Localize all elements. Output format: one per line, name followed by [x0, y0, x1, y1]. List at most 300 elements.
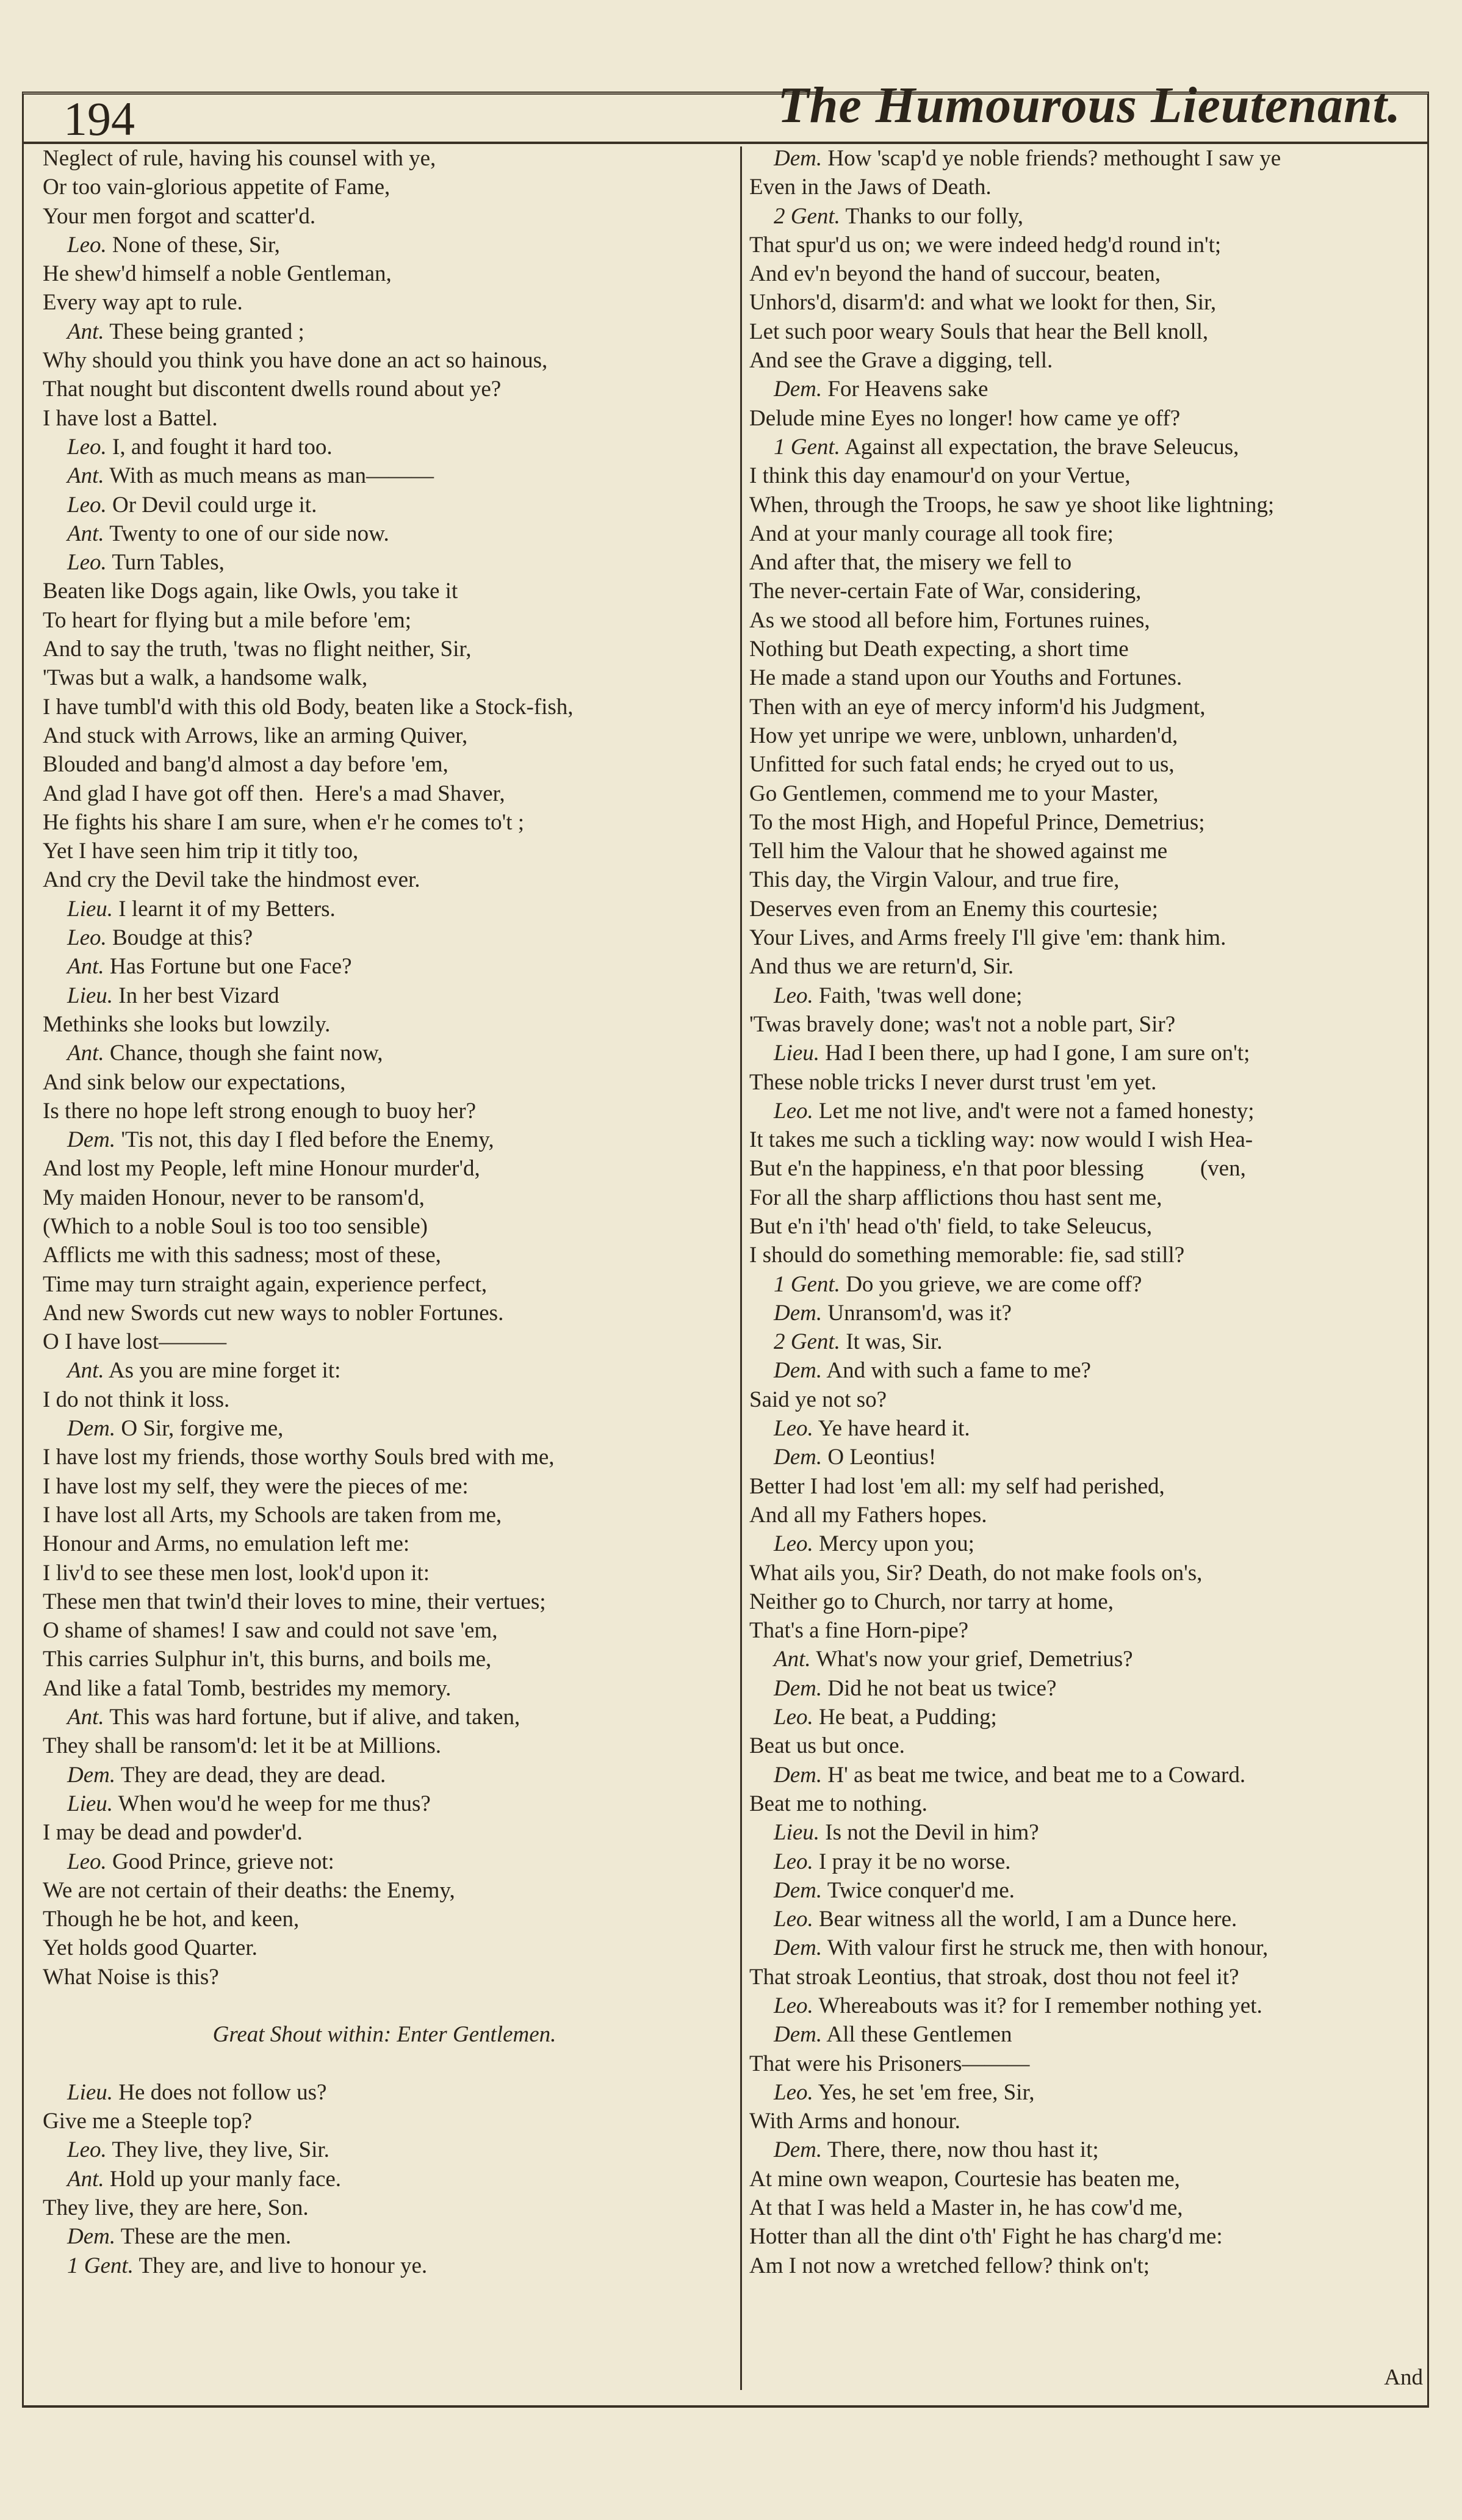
line-text: To heart for flying but a mile before 'em;: [43, 607, 412, 633]
verse-line: [749, 1472, 1424, 1501]
line-text: But e'n i'th' head o'th' field, to take Seleucus,: [749, 1213, 1153, 1239]
verse-line: [43, 1241, 726, 1269]
speaker-name: Dem.: [67, 2224, 116, 2250]
verse-line: [749, 721, 1424, 750]
verse-line: [749, 1731, 1424, 1760]
stage-direction: Great Shout within: Enter Gentlemen.: [212, 2022, 556, 2048]
line-text: Faith, 'twas well done;: [819, 983, 1023, 1008]
speaker-name: 2 Gent.: [774, 203, 840, 229]
verse-line: [43, 1991, 726, 2020]
verse-line: [749, 1154, 1424, 1183]
line-text: The never-certain Fate of War, considering,: [749, 579, 1142, 604]
verse-line: [749, 375, 1424, 403]
line-text: Ye have heard it.: [818, 1416, 970, 1442]
verse-line: [43, 346, 726, 375]
speaker-name: Ant.: [67, 521, 104, 546]
line-text: When wou'd he weep for me thus?: [118, 1791, 431, 1816]
speaker-name: Dem.: [774, 1300, 823, 1326]
verse-line: [43, 1327, 726, 1356]
line-text: With as much means as man———: [109, 463, 434, 489]
speaker-name: Ant.: [774, 1647, 811, 1672]
line-text: Why should you think you have done an act so hainous,: [43, 348, 548, 374]
speaker-name: Lieu.: [67, 983, 113, 1008]
line-text: Is there no hope left strong enough to buoy her?: [43, 1098, 477, 1124]
speaker-name: Dem.: [774, 1762, 823, 1788]
line-text: Even in the Jaws of Death.: [749, 175, 992, 200]
speaker-name: Lieu.: [774, 1820, 820, 1846]
line-text: Hotter than all the dint o'th' Fight he has charg'd me:: [749, 2224, 1223, 2250]
line-text: Every way apt to rule.: [43, 290, 243, 316]
line-text: At that I was held a Master in, he has cow'd me,: [749, 2195, 1183, 2221]
verse-line: [43, 1963, 726, 1991]
speaker-name: Dem.: [67, 1127, 116, 1153]
speaker-name: Ant.: [67, 319, 104, 344]
line-text: Is not the Devil in him?: [825, 1820, 1039, 1846]
line-text: It was, Sir.: [846, 1329, 943, 1355]
line-text: My maiden Honour, never to be ransom'd,: [43, 1185, 425, 1210]
line-text: Good Prince, grieve not:: [112, 1849, 334, 1874]
line-text: Mercy upon you;: [819, 1531, 974, 1557]
speaker-name: Leo.: [774, 1849, 813, 1874]
line-text: Whereabouts was it? for I remember nothing yet.: [818, 1993, 1262, 2018]
verse-line: [749, 981, 1424, 1010]
verse-line: [749, 1299, 1424, 1327]
verse-line: [43, 1385, 726, 1414]
verse-line: [749, 144, 1424, 173]
verse-line: [43, 231, 726, 259]
verse-line: [749, 1010, 1424, 1039]
line-text: 'Twas but a walk, a handsome walk,: [43, 665, 368, 691]
verse-line: [749, 923, 1424, 952]
line-text: O Sir, forgive me,: [121, 1416, 284, 1442]
verse-line: [43, 1761, 726, 1789]
verse-line: [749, 1068, 1424, 1097]
verse-line: [43, 981, 726, 1010]
line-text: For all the sharp afflictions thou hast sent me,: [749, 1185, 1162, 1210]
verse-line: [43, 1154, 726, 1183]
verse-line: [43, 1876, 726, 1905]
verse-line: [43, 2078, 726, 2107]
line-text: Beaten like Dogs again, like Owls, you take it: [43, 579, 458, 604]
line-text: Twice conquer'd me.: [827, 1877, 1015, 1903]
line-text: Twenty to one of our side now.: [109, 521, 389, 546]
line-text: What ails you, Sir? Death, do not make fools on's,: [749, 1560, 1203, 1586]
speaker-name: Leo.: [67, 925, 107, 951]
verse-line: [749, 1645, 1424, 1673]
verse-line: [749, 202, 1424, 231]
verse-line: [749, 1674, 1424, 1703]
line-text: And with such a fame to me?: [826, 1358, 1091, 1384]
verse-line: [749, 2251, 1424, 2280]
line-text: How yet unripe we were, unblown, unharden'd,: [749, 723, 1178, 748]
line-text: I have lost a Battel.: [43, 405, 218, 431]
verse-line: [749, 1039, 1424, 1067]
verse-line: [749, 808, 1424, 837]
verse-line: [43, 693, 726, 721]
line-text: O I have lost———: [43, 1329, 227, 1355]
line-text: Your men forgot and scatter'd.: [43, 203, 316, 229]
verse-line: [43, 2136, 726, 2164]
line-text: He beat, a Pudding;: [819, 1705, 997, 1730]
line-text: He fights his share I am sure, when e'r he comes to't ;: [43, 809, 525, 835]
line-text: Blouded and bang'd almost a day before 'em,: [43, 752, 448, 778]
line-text: That were his Prisoners———: [749, 2051, 1030, 2076]
line-text: Chance, though she faint now,: [109, 1041, 383, 1066]
verse-line: [749, 1414, 1424, 1443]
verse-line: [43, 1039, 726, 1067]
verse-line: [749, 1501, 1424, 1529]
verse-line: [749, 635, 1424, 663]
speaker-name: Ant.: [67, 1705, 104, 1730]
verse-line: [749, 2165, 1424, 2193]
line-text: They live, they live, Sir.: [112, 2137, 329, 2163]
line-text: And all my Fathers hopes.: [749, 1502, 987, 1528]
line-text: (Which to a noble Soul is too too sensible): [43, 1213, 428, 1239]
line-text: Turn Tables,: [112, 550, 225, 576]
line-text: All these Gentlemen: [826, 2022, 1012, 2048]
line-text: Neglect of rule, having his counsel with ye,: [43, 146, 436, 171]
line-text: 'Twas bravely done; was't not a noble part, Sir?: [749, 1011, 1176, 1037]
verse-line: [43, 2222, 726, 2251]
line-text: Yet holds good Quarter.: [43, 1935, 257, 1961]
verse-line: [749, 750, 1424, 779]
verse-line: [43, 1731, 726, 1760]
verse-line: [43, 1068, 726, 1097]
line-text: At mine own weapon, Courtesie has beaten me,: [749, 2166, 1180, 2192]
running-title: The Humourous Lieutenant.: [777, 77, 1401, 134]
verse-line: [749, 952, 1424, 981]
line-text: O Leontius!: [827, 1445, 937, 1470]
verse-line: [749, 1356, 1424, 1385]
line-text: I should do something memorable: fie, sad still?: [749, 1243, 1185, 1268]
line-text: Better I had lost 'em all: my self had perished,: [749, 1473, 1165, 1499]
speaker-name: 1 Gent.: [774, 434, 840, 460]
line-text: Yes, he set 'em free, Sir,: [818, 2079, 1035, 2105]
verse-line: [749, 548, 1424, 577]
line-text: These noble tricks I never durst trust 'em yet.: [749, 1069, 1157, 1095]
right-column: [749, 144, 1424, 2280]
line-text: Let me not live, and't were not a famed honesty;: [819, 1098, 1255, 1124]
line-text: Then with an eye of mercy inform'd his Judgment,: [749, 694, 1206, 720]
line-text: Boudge at this?: [112, 925, 253, 951]
verse-line: [43, 750, 726, 779]
verse-line: [749, 2136, 1424, 2164]
line-text: What Noise is this?: [43, 1964, 219, 1990]
line-text: I pray it be no worse.: [819, 1849, 1011, 1874]
line-text: I may be dead and powder'd.: [43, 1820, 303, 1846]
verse-line: [43, 317, 726, 346]
verse-line: [43, 808, 726, 837]
line-text: Neither go to Church, nor tarry at home,: [749, 1589, 1114, 1614]
line-text: When, through the Troops, he saw ye shoot like lightning;: [749, 492, 1275, 518]
verse-line: [749, 1443, 1424, 1471]
verse-line: [43, 952, 726, 981]
line-text: There, there, now thou hast it;: [827, 2137, 1099, 2163]
speaker-name: Dem.: [774, 377, 823, 402]
line-text: Time may turn straight again, experience perfect,: [43, 1271, 488, 1297]
verse-line: [43, 1645, 726, 1673]
verse-line: [43, 1559, 726, 1587]
line-text: I have tumbl'd with this old Body, beaten like a Stock-fish,: [43, 694, 574, 720]
line-text: And ev'n beyond the hand of succour, beaten,: [749, 261, 1161, 287]
speaker-name: Leo.: [67, 492, 107, 518]
verse-line: [749, 1963, 1424, 1991]
speaker-name: Dem.: [774, 1935, 823, 1961]
line-text: This was hard fortune, but if alive, and taken,: [109, 1705, 520, 1730]
verse-line: [749, 1616, 1424, 1645]
verse-line: [749, 1587, 1424, 1616]
speaker-name: Ant.: [67, 954, 104, 980]
verse-line: [43, 721, 726, 750]
verse-line: [43, 375, 726, 403]
line-text: Afflicts me with this sadness; most of these,: [43, 1243, 441, 1268]
verse-line: [749, 173, 1424, 201]
line-text: Let such poor weary Souls that hear the Bell knoll,: [749, 319, 1209, 344]
line-text: They live, they are here, Son.: [43, 2195, 309, 2221]
verse-line: [749, 433, 1424, 461]
verse-line: [749, 606, 1424, 635]
verse-line: [43, 1616, 726, 1645]
line-text: But e'n the happiness, e'n that poor blessing (ven,: [749, 1156, 1246, 1182]
speaker-name: Leo.: [774, 2079, 813, 2105]
line-text: He made a stand upon our Youths and Fortunes.: [749, 665, 1183, 691]
verse-line: [749, 895, 1424, 923]
line-text: And after that, the misery we fell to: [749, 550, 1072, 576]
verse-line: [43, 491, 726, 519]
line-text: Give me a Steeple top?: [43, 2109, 253, 2134]
verse-line: [749, 231, 1424, 259]
speaker-name: Ant.: [67, 2166, 104, 2192]
verse-line: [43, 1905, 726, 1933]
line-text: And see the Grave a digging, tell.: [749, 348, 1053, 374]
line-text: Unhors'd, disarm'd: and what we lookt for then, Sir,: [749, 290, 1217, 316]
line-text: What's now your grief, Demetrius?: [816, 1647, 1133, 1672]
verse-line: [749, 1559, 1424, 1587]
line-text: Unransom'd, was it?: [827, 1300, 1012, 1326]
line-text: And to say the truth, 'twas no flight neither, Sir,: [43, 637, 472, 662]
speaker-name: Ant.: [67, 1358, 104, 1384]
verse-line: [749, 317, 1424, 346]
line-text: H' as beat me twice, and beat me to a Coward.: [827, 1762, 1246, 1788]
line-text: And lost my People, left mine Honour murder'd,: [43, 1156, 480, 1182]
verse-line: [749, 1818, 1424, 1847]
line-text: To the most High, and Hopeful Prince, Demetrius;: [749, 809, 1205, 835]
verse-line: [43, 1933, 726, 1962]
line-text: That nought but discontent dwells round about ye?: [43, 377, 502, 402]
verse-line: [749, 404, 1424, 433]
line-text: They are dead, they are dead.: [120, 1762, 386, 1788]
verse-line: [43, 923, 726, 952]
speaker-name: Dem.: [67, 1762, 116, 1788]
verse-line: [43, 1789, 726, 1818]
line-text: Had I been there, up had I gone, I am sure on't;: [825, 1041, 1250, 1066]
line-text: Thanks to our folly,: [845, 203, 1024, 229]
speaker-name: Leo.: [67, 550, 107, 576]
line-text: With valour first he struck me, then with honour,: [827, 1935, 1269, 1961]
verse-line: [749, 577, 1424, 605]
verse-line: [749, 2049, 1424, 2078]
verse-line: [749, 693, 1424, 721]
verse-line: [749, 1789, 1424, 1818]
speaker-name: Dem.: [67, 1416, 116, 1442]
line-text: Said ye not so?: [749, 1387, 887, 1412]
line-text: 'Tis not, this day I fled before the Enemy,: [121, 1127, 494, 1153]
verse-line: [749, 491, 1424, 519]
line-text: They are, and live to honour ye.: [139, 2253, 428, 2278]
speaker-name: Leo.: [67, 2137, 107, 2163]
verse-line: [43, 865, 726, 894]
verse-line: [43, 433, 726, 461]
line-text: And stuck with Arrows, like an arming Quiver,: [43, 723, 468, 748]
speaker-name: Leo.: [774, 983, 813, 1008]
line-text: Your Lives, and Arms freely I'll give 'em: thank him.: [749, 925, 1226, 951]
line-text: Though he be hot, and keen,: [43, 1907, 300, 1932]
line-text: O shame of shames! I saw and could not save 'em,: [43, 1618, 498, 1644]
verse-line: [749, 346, 1424, 375]
speaker-name: Leo.: [67, 434, 107, 460]
line-text: Hold up your manly face.: [109, 2166, 342, 2192]
verse-line: [43, 1125, 726, 1154]
verse-line: [749, 1125, 1424, 1154]
verse-line: [43, 2193, 726, 2222]
verse-line: [43, 259, 726, 288]
verse-line: [749, 461, 1424, 490]
verse-line: [749, 837, 1424, 865]
verse-line: [43, 1529, 726, 1558]
verse-line: [43, 837, 726, 865]
line-text: Deserves even from an Enemy this courtesie;: [749, 896, 1158, 922]
line-text: In her best Vizard: [118, 983, 279, 1008]
line-text: And new Swords cut new ways to nobler Fortunes.: [43, 1300, 504, 1326]
line-text: And thus we are return'd, Sir.: [749, 954, 1014, 980]
speaker-name: Dem.: [774, 146, 823, 171]
verse-line: [43, 1674, 726, 1703]
verse-line: [43, 2107, 726, 2136]
verse-line: [749, 1529, 1424, 1558]
speaker-name: Leo.: [774, 1907, 813, 1932]
speaker-name: Lieu.: [67, 2079, 113, 2105]
verse-line: [43, 1212, 726, 1241]
speaker-name: Leo.: [774, 1098, 813, 1124]
verse-line: [749, 1991, 1424, 2020]
line-text: And at your manly courage all took fire;: [749, 521, 1114, 546]
line-text: I have lost my friends, those worthy Souls bred with me,: [43, 1445, 555, 1470]
verse-line: [749, 865, 1424, 894]
line-text: For Heavens sake: [827, 377, 988, 402]
line-text: Or too vain-glorious appetite of Fame,: [43, 175, 391, 200]
verse-line: [43, 2251, 726, 2280]
catchword: And: [1384, 2365, 1423, 2390]
line-text: As you are mine forget it:: [108, 1358, 341, 1384]
verse-line: [43, 1097, 726, 1125]
speaker-name: Ant.: [67, 463, 104, 489]
line-text: Nothing but Death expecting, a short time: [749, 637, 1129, 662]
verse-line: [749, 1761, 1424, 1789]
verse-line: [43, 1270, 726, 1299]
line-text: Beat me to nothing.: [749, 1791, 927, 1816]
verse-line: [749, 779, 1424, 808]
line-text: Against all expectation, the brave Seleucus,: [844, 434, 1239, 460]
verse-line: [43, 288, 726, 317]
speaker-name: Leo.: [67, 1849, 107, 1874]
line-text: Did he not beat us twice?: [827, 1675, 1057, 1701]
verse-line: [749, 663, 1424, 692]
line-text: They shall be ransom'd: let it be at Millions.: [43, 1733, 442, 1759]
verse-line: [749, 519, 1424, 548]
verse-line: [43, 2165, 726, 2193]
line-text: I, and fought it hard too.: [112, 434, 333, 460]
verse-line: [43, 606, 726, 635]
verse-line: [749, 1933, 1424, 1962]
verse-line: [43, 1010, 726, 1039]
verse-line: [43, 1183, 726, 1212]
speaker-name: 2 Gent.: [774, 1329, 840, 1355]
verse-line: [749, 1385, 1424, 1414]
verse-line: [43, 1847, 726, 1876]
speaker-name: Dem.: [774, 1445, 823, 1470]
verse-line: [43, 1443, 726, 1471]
speaker-name: Dem.: [774, 1877, 823, 1903]
verse-line: [749, 2020, 1424, 2049]
line-text: It takes me such a tickling way: now would I wish Hea-: [749, 1127, 1253, 1153]
verse-line: [43, 548, 726, 577]
line-text: These are the men.: [120, 2224, 292, 2250]
verse-line: [749, 288, 1424, 317]
verse-line: [43, 1299, 726, 1327]
verse-line: [43, 461, 726, 490]
verse-line: [749, 2078, 1424, 2107]
verse-line: [749, 2107, 1424, 2136]
verse-line: [749, 1847, 1424, 1876]
verse-line: [749, 1327, 1424, 1356]
speaker-name: Dem.: [774, 1358, 823, 1384]
line-text: That's a fine Horn-pipe?: [749, 1618, 969, 1644]
verse-line: [43, 1414, 726, 1443]
verse-line: [43, 1818, 726, 1847]
line-text: None of these, Sir,: [112, 232, 280, 258]
speaker-name: 1 Gent.: [774, 1271, 840, 1297]
speaker-name: Dem.: [774, 2022, 823, 2048]
line-text: We are not certain of their deaths: the Enemy,: [43, 1877, 455, 1903]
line-text: Go Gentlemen, commend me to your Master,: [749, 781, 1159, 806]
verse-line: [43, 663, 726, 692]
verse-line: [43, 404, 726, 433]
line-text: Tell him the Valour that he showed against me: [749, 839, 1168, 864]
verse-line: [43, 1472, 726, 1501]
line-text: This carries Sulphur in't, this burns, and boils me,: [43, 1647, 492, 1672]
line-text: And cry the Devil take the hindmost ever.: [43, 867, 420, 893]
verse-line: [749, 2193, 1424, 2222]
line-text: Beat us but once.: [749, 1733, 905, 1759]
verse-line: [43, 1703, 726, 1731]
line-text: Do you grieve, we are come off?: [846, 1271, 1142, 1297]
line-text: I do not think it loss.: [43, 1387, 230, 1412]
speaker-name: 1 Gent.: [67, 2253, 134, 2278]
line-text: That stroak Leontius, that stroak, dost thou not feel it?: [749, 1964, 1239, 1990]
line-text: And glad I have got off then. Here's a mad Shaver,: [43, 781, 505, 806]
line-text: He does not follow us?: [118, 2079, 327, 2105]
line-text: This day, the Virgin Valour, and true fire,: [749, 867, 1120, 893]
line-text: Has Fortune but one Face?: [109, 954, 352, 980]
verse-line: [43, 173, 726, 201]
line-text: Honour and Arms, no emulation left me:: [43, 1531, 410, 1557]
verse-line: [749, 1905, 1424, 1933]
speaker-name: Leo.: [774, 1416, 813, 1442]
line-text: I think this day enamour'd on your Vertue,: [749, 463, 1131, 489]
speaker-name: Leo.: [67, 232, 107, 258]
line-text: That spur'd us on; we were indeed hedg'd round in't;: [749, 232, 1222, 258]
line-text: Methinks she looks but lowzily.: [43, 1011, 331, 1037]
